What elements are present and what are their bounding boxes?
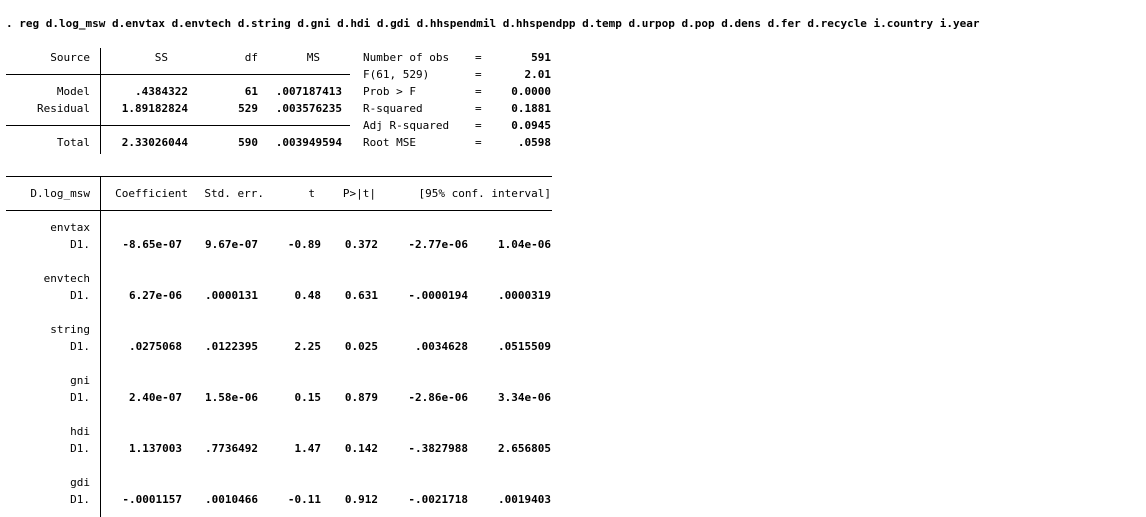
anova-total-ss: 2.33026044 — [121, 136, 188, 149]
anova-row-df: 61 — [244, 85, 258, 98]
anova-total-df: 590 — [238, 136, 258, 149]
coef-t: 0.15 — [294, 391, 321, 404]
stat-label: Adj R-squared — [363, 119, 450, 132]
coef-value: -.0001157 — [122, 493, 182, 506]
stat-value: 0.0945 — [511, 119, 551, 132]
coef-t: 2.25 — [294, 340, 321, 353]
stat-label: Root MSE — [363, 136, 416, 149]
coef-p: 0.879 — [344, 391, 378, 404]
anova-total-ms: .003949594 — [275, 136, 342, 149]
coef-ci-low: -2.77e-06 — [408, 238, 468, 251]
coef-ci-high: 1.04e-06 — [498, 238, 551, 251]
coef-p: 0.912 — [344, 493, 378, 506]
coef-var-name: envtech — [43, 272, 90, 285]
anova-row-df: 529 — [238, 102, 258, 115]
anova-header-source: Source — [50, 51, 90, 64]
coef-t: -0.11 — [287, 493, 321, 506]
anova-total-rule — [6, 125, 350, 126]
coef-var-name: envtax — [50, 221, 90, 234]
stat-eq: = — [475, 136, 482, 149]
coef-stderr: .0010466 — [205, 493, 258, 506]
coef-header-stderr: Std. err. — [204, 187, 264, 200]
coef-header-coefficient: Coefficient — [115, 187, 188, 200]
anova-header-rule — [6, 74, 350, 75]
coef-var-operator: D1. — [70, 289, 90, 302]
coef-ci-high: .0019403 — [498, 493, 551, 506]
coef-value: .0275068 — [129, 340, 182, 353]
anova-header-ms: MS — [306, 51, 320, 64]
stat-value: 0.0000 — [511, 85, 551, 98]
anova-row-source: Residual — [37, 102, 90, 115]
coef-var-name: hdi — [70, 425, 90, 438]
stat-eq: = — [475, 68, 482, 81]
coef-ci-high: 3.34e-06 — [498, 391, 551, 404]
coef-stderr: .7736492 — [205, 442, 258, 455]
coef-var-operator: D1. — [70, 340, 90, 353]
coef-var-name: gdi — [70, 476, 90, 489]
coef-ci-low: .0034628 — [415, 340, 468, 353]
coef-value: 1.137003 — [129, 442, 182, 455]
coef-t: 0.48 — [294, 289, 321, 302]
coef-t: 1.47 — [294, 442, 321, 455]
coef-var-operator: D1. — [70, 391, 90, 404]
coef-ci-low: -.3827988 — [408, 442, 468, 455]
coef-header-p: P>|t| — [342, 187, 376, 200]
anova-row-source: Model — [56, 85, 90, 98]
coef-value: 2.40e-07 — [129, 391, 182, 404]
stat-label: Number of obs — [363, 51, 450, 64]
coef-var-name: string — [50, 323, 90, 336]
coef-ci-high: .0515509 — [498, 340, 551, 353]
coef-t: -0.89 — [287, 238, 321, 251]
stat-value: 0.1881 — [511, 102, 551, 115]
coef-var-operator: D1. — [70, 238, 90, 251]
coef-header-depvar: D.log_msw — [30, 187, 90, 200]
stat-eq: = — [475, 51, 482, 64]
coef-stderr: 1.58e-06 — [205, 391, 258, 404]
coef-stderr: .0000131 — [205, 289, 258, 302]
coef-var-operator: D1. — [70, 493, 90, 506]
coef-header-t: t — [308, 187, 315, 200]
coef-ci-low: -.0021718 — [408, 493, 468, 506]
stat-label: Prob > F — [363, 85, 416, 98]
anova-header-ss: SS — [154, 51, 168, 64]
coef-var-name: gni — [70, 374, 90, 387]
anova-row-ms: .007187413 — [275, 85, 342, 98]
command-line: . reg d.log_msw d.envtax d.envtech d.string d.gni d.hdi d.gdi d.hhspendmil d.hhspendpp d.temp d.urpop d.pop d.dens d.fer d.recycle i.country i.year — [6, 17, 980, 30]
coef-value: 6.27e-06 — [129, 289, 182, 302]
anova-total-source: Total — [56, 136, 90, 149]
coef-top-rule — [6, 176, 552, 177]
anova-row-ms: .003576235 — [275, 102, 342, 115]
stat-label: R-squared — [363, 102, 423, 115]
coef-value: -8.65e-07 — [122, 238, 182, 251]
stat-label: F(61, 529) — [363, 68, 430, 81]
coef-header-ci: [95% conf. interval] — [418, 187, 551, 200]
coef-ci-low: -2.86e-06 — [408, 391, 468, 404]
coef-var-operator: D1. — [70, 442, 90, 455]
anova-row-ss: .4384322 — [135, 85, 188, 98]
coef-stderr: 9.67e-07 — [205, 238, 258, 251]
coef-p: 0.025 — [344, 340, 378, 353]
coef-p: 0.631 — [344, 289, 378, 302]
coef-stderr: .0122395 — [205, 340, 258, 353]
coef-p: 0.372 — [344, 238, 378, 251]
stat-value: .0598 — [517, 136, 551, 149]
stat-eq: = — [475, 119, 482, 132]
stat-value: 591 — [531, 51, 551, 64]
coef-ci-high: .0000319 — [498, 289, 551, 302]
stat-eq: = — [475, 102, 482, 115]
stat-eq: = — [475, 85, 482, 98]
stat-value: 2.01 — [524, 68, 551, 81]
coef-ci-high: 2.656805 — [498, 442, 551, 455]
coef-ci-low: -.0000194 — [408, 289, 468, 302]
anova-row-ss: 1.89182824 — [121, 102, 188, 115]
coef-header-rule — [6, 210, 552, 211]
coef-p: 0.142 — [344, 442, 378, 455]
anova-header-df: df — [244, 51, 258, 64]
